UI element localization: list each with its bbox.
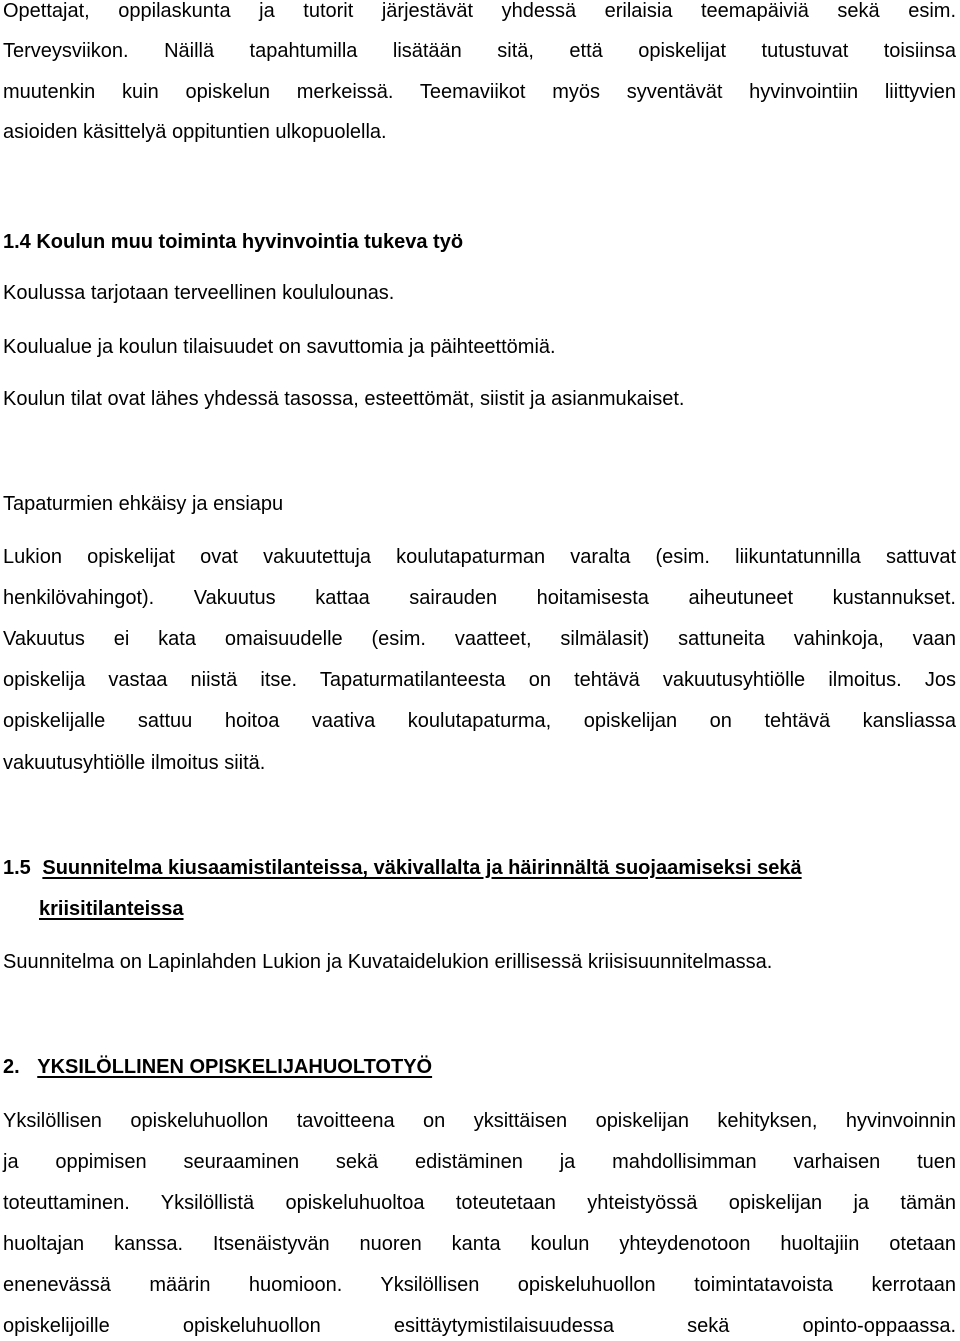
section-2-line-2: ja oppimisen seuraaminen sekä edistäminen ja mahdollisimman varhaisen tuen — [3, 1151, 956, 1173]
section-2-number: 2. — [3, 1056, 20, 1078]
accidents-line-2: henkilövahingot). Vakuutus kattaa sairauden hoitamisesta aiheutuneet kustannukset. — [3, 587, 956, 609]
accidents-heading: Tapaturmien ehkäisy ja ensiapu — [3, 493, 284, 515]
section-2-line-6: opiskelijoille opiskeluhuollon esittäytymistilaisuudessa sekä opinto-oppaassa. — [3, 1315, 956, 1337]
section-1-5-heading-line-2 — [39, 896, 184, 922]
section-1-4-item-3: Koulun tilat ovat lähes yhdessä tasossa, esteettömät, siistit ja asianmukaiset. — [3, 388, 685, 410]
intro-line-1: Opettajat, oppilaskunta ja tutorit järjestävät yhdessä erilaisia teemapäiviä sekä esim. — [3, 0, 956, 22]
intro-line-3: muutenkin kuin opiskelun merkeissä. Teemaviikot myös syventävät hyvinvointiin liittyvien — [3, 81, 956, 103]
section-1-5-heading-line-1 — [3, 855, 956, 881]
accidents-line-4: opiskelija vastaa niistä itse. Tapaturmatilanteesta on tehtävä vakuutusyhtiölle ilmoitus. Jos — [3, 669, 956, 691]
section-1-4-item-2: Koulualue ja koulun tilaisuudet on savuttomia ja päihteettömiä. — [3, 336, 556, 358]
section-1-5-body: Suunnitelma on Lapinlahden Lukion ja Kuvataidelukion erillisessä kriisisuunnitelmassa. — [3, 951, 773, 973]
section-2-line-1: Yksilöllisen opiskeluhuollon tavoitteena on yksittäisen opiskelijan kehityksen, hyvinvoinnin — [3, 1110, 956, 1132]
section-1-5-number: 1.5 — [3, 857, 31, 879]
intro-line-2: Terveysviikon. Näillä tapahtumilla lisätään sitä, että opiskelijat tutustuvat toisiinsa — [3, 40, 956, 62]
accidents-line-6: vakuutusyhtiölle ilmoitus siitä. — [3, 752, 266, 774]
section-1-4-item-1: Koulussa tarjotaan terveellinen koululounas. — [3, 282, 395, 304]
accidents-line-5: opiskelijalle sattuu hoitoa vaativa koulutapaturma, opiskelijan on tehtävä kansliassa — [3, 710, 956, 732]
accidents-line-1: Lukion opiskelijat ovat vakuutettuja koulutapaturman varalta (esim. liikuntatunnilla sattuvat — [3, 546, 956, 568]
section-1-5-title-line-2: kriisitilanteissa — [39, 898, 184, 920]
section-2-line-5: enenevässä määrin huomioon. Yksilöllisen opiskeluhuollon toimintatavoista kerrotaan — [3, 1274, 956, 1296]
intro-line-4: asioiden käsittelyä oppituntien ulkopuolella. — [3, 121, 387, 143]
section-1-4-heading: 1.4 Koulun muu toiminta hyvinvointia tukeva työ — [3, 231, 464, 253]
accidents-line-3: Vakuutus ei kata omaisuudelle (esim. vaatteet, silmälasit) sattuneita vahinkoja, vaan — [3, 628, 956, 650]
section-2-line-3: toteuttaminen. Yksilöllistä opiskeluhuoltoa toteutetaan yhteistyössä opiskelijan ja tämän — [3, 1192, 956, 1214]
section-1-5-title-line-1: Suunnitelma kiusaamistilanteissa, väkivallalta ja häirinnältä suojaamiseksi sekä — [42, 857, 802, 879]
section-2-title: YKSILÖLLINEN OPISKELIJAHUOLTOTYÖ — [37, 1056, 433, 1078]
section-2-heading — [3, 1054, 432, 1080]
section-2-line-4: huoltajan kanssa. Itsenäistyvän nuoren kanta koulun yhteydenotoon huoltajiin otetaan — [3, 1233, 956, 1255]
